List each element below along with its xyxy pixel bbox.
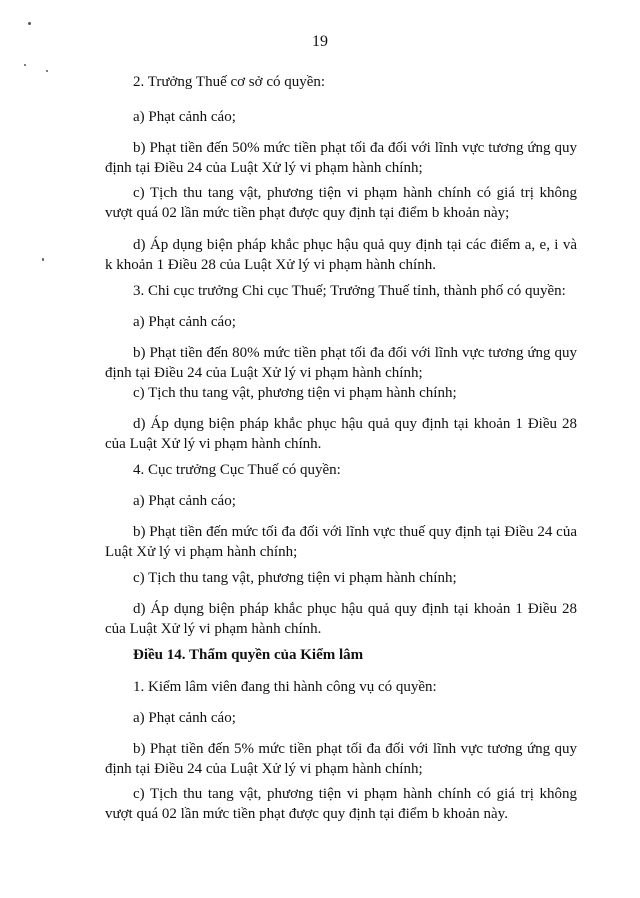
scan-mark — [42, 258, 44, 261]
paragraph-section-2-intro: 2. Trưởng Thuế cơ sở có quyền: — [133, 74, 326, 90]
paragraph-s2-item-d: d) Áp dụng biện pháp khắc phục hậu quả quy định tại các điểm a, e, i và k khoản 1 Điều 28 của Luật Xử lý vi phạm hành chính. — [105, 237, 577, 273]
scan-mark — [46, 70, 48, 72]
paragraph-art14-item-b: b) Phạt tiền đến 5% mức tiền phạt tối đa đối với lĩnh vực tương ứng quy định tại Điều 24 của Luật Xử lý vi phạm hành chính; — [105, 741, 577, 777]
paragraph-s4-item-b: b) Phạt tiền đến mức tối đa đối với lĩnh vực thuế quy định tại Điều 24 của Luật Xử lý vi phạm hành chính; — [105, 524, 577, 560]
paragraph-section-3-intro: 3. Chi cục trưởng Chi cục Thuế; Trưởng Thuế tỉnh, thành phố có quyền: — [133, 283, 566, 299]
paragraph-s2-item-a: a) Phạt cảnh cáo; — [133, 109, 236, 125]
article-14-heading: Điều 14. Thẩm quyền của Kiểm lâm — [133, 647, 364, 663]
paragraph-art14-item-a: a) Phạt cảnh cáo; — [133, 710, 236, 726]
paragraph-s3-item-b: b) Phạt tiền đến 80% mức tiền phạt tối đa đối với lĩnh vực tương ứng quy định tại Điều 24 của Luật Xử lý vi phạm hành chính; — [105, 345, 577, 381]
paragraph-art14-item-c: c) Tịch thu tang vật, phương tiện vi phạm hành chính có giá trị không vượt quá 02 lần mức tiền phạt được quy định tại điểm b khoản này. — [105, 786, 577, 822]
paragraph-art14-section-1-intro: 1. Kiểm lâm viên đang thi hành công vụ có quyền: — [133, 679, 437, 695]
paragraph-s3-item-a: a) Phạt cảnh cáo; — [133, 314, 236, 330]
paragraph-s3-item-d: d) Áp dụng biện pháp khắc phục hậu quả quy định tại khoản 1 Điều 28 của Luật Xử lý vi phạm hành chính. — [105, 416, 577, 452]
scan-mark — [24, 64, 26, 66]
paragraph-s4-item-d: d) Áp dụng biện pháp khắc phục hậu quả quy định tại khoản 1 Điều 28 của Luật Xử lý vi phạm hành chính. — [105, 601, 577, 637]
paragraph-s2-item-c: c) Tịch thu tang vật, phương tiện vi phạm hành chính có giá trị không vượt quá 02 lần mức tiền phạt được quy định tại điểm b khoản này; — [105, 185, 577, 221]
paragraph-s2-item-b: b) Phạt tiền đến 50% mức tiền phạt tối đa đối với lĩnh vực tương ứng quy định tại Điều 24 của Luật Xử lý vi phạm hành chính; — [105, 140, 577, 176]
page-number: 19 — [312, 33, 328, 50]
paragraph-s4-item-c: c) Tịch thu tang vật, phương tiện vi phạm hành chính; — [133, 570, 457, 586]
paragraph-section-4-intro: 4. Cục trưởng Cục Thuế có quyền: — [133, 462, 341, 478]
paragraph-s4-item-a: a) Phạt cảnh cáo; — [133, 493, 236, 509]
scan-mark — [28, 22, 31, 25]
paragraph-s3-item-c: c) Tịch thu tang vật, phương tiện vi phạm hành chính; — [133, 385, 457, 401]
